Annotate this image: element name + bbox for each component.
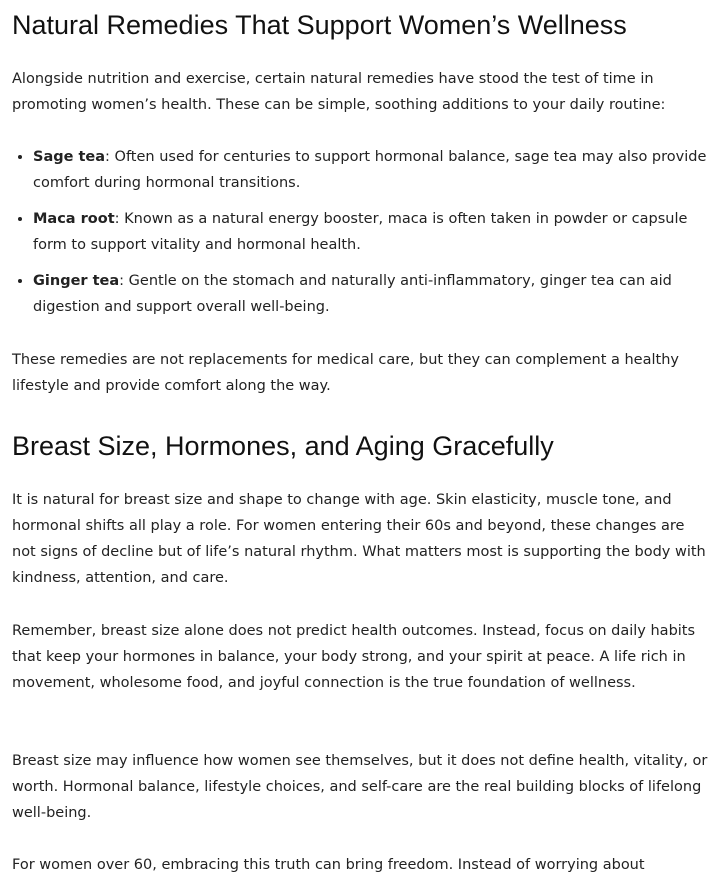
body-paragraph: Breast size may influence how women see themselves, but it does not define health, vitality, or worth. Hormonal balance, lifestyle choices, and self-care are the real building blocks of lifelong well-being.: [12, 753, 708, 821]
list-item-term: Sage tea: [33, 149, 106, 165]
remedies-list: [12, 144, 708, 320]
list-item-ginger-tea: [33, 268, 708, 320]
list-item-text: : Gentle on the stomach and naturally anti-inflammatory, ginger tea can aid digestion and support overall well-being.: [33, 273, 672, 315]
list-item-term: Maca root: [33, 211, 115, 227]
intro-paragraph: Alongside nutrition and exercise, certain natural remedies have stood the test of time in promoting women’s health. These can be simple, soothing additions to your daily routine:: [12, 71, 666, 113]
section-heading-breast-size: Breast Size, Hormones, and Aging Gracefully: [12, 431, 554, 461]
body-paragraph: It is natural for breast size and shape to change with age. Skin elasticity, muscle tone, and hormonal shifts all play a role. For women entering their 60s and beyond, these changes are not signs of decline but of life’s natural rhythm. What matters most is supporting the body with kindness, attention, and care.: [12, 492, 706, 586]
body-paragraph: Remember, breast size alone does not predict health outcomes. Instead, focus on daily habits that keep your hormones in balance, your body strong, and your spirit at peace. A life rich in movement, wholesome food, and joyful connection is the true foundation of wellness.: [12, 623, 696, 691]
body-paragraph: For women over 60, embracing this truth can bring freedom. Instead of worrying about: [12, 857, 645, 873]
list-item-text: : Known as a natural energy booster, maca is often taken in powder or capsule form to support vitality and hormonal health.: [33, 211, 688, 253]
list-item-text: : Often used for centuries to support hormonal balance, sage tea may also provide comfort during hormonal transitions.: [33, 149, 707, 191]
list-item-maca-root: [33, 206, 708, 258]
closing-paragraph: These remedies are not replacements for medical care, but they can complement a healthy lifestyle and provide comfort along the way.: [12, 352, 679, 394]
list-item-term: Ginger tea: [33, 273, 120, 289]
section-heading-natural-remedies: Natural Remedies That Support Women’s Wellness: [12, 10, 627, 40]
list-item-sage-tea: [33, 144, 708, 196]
